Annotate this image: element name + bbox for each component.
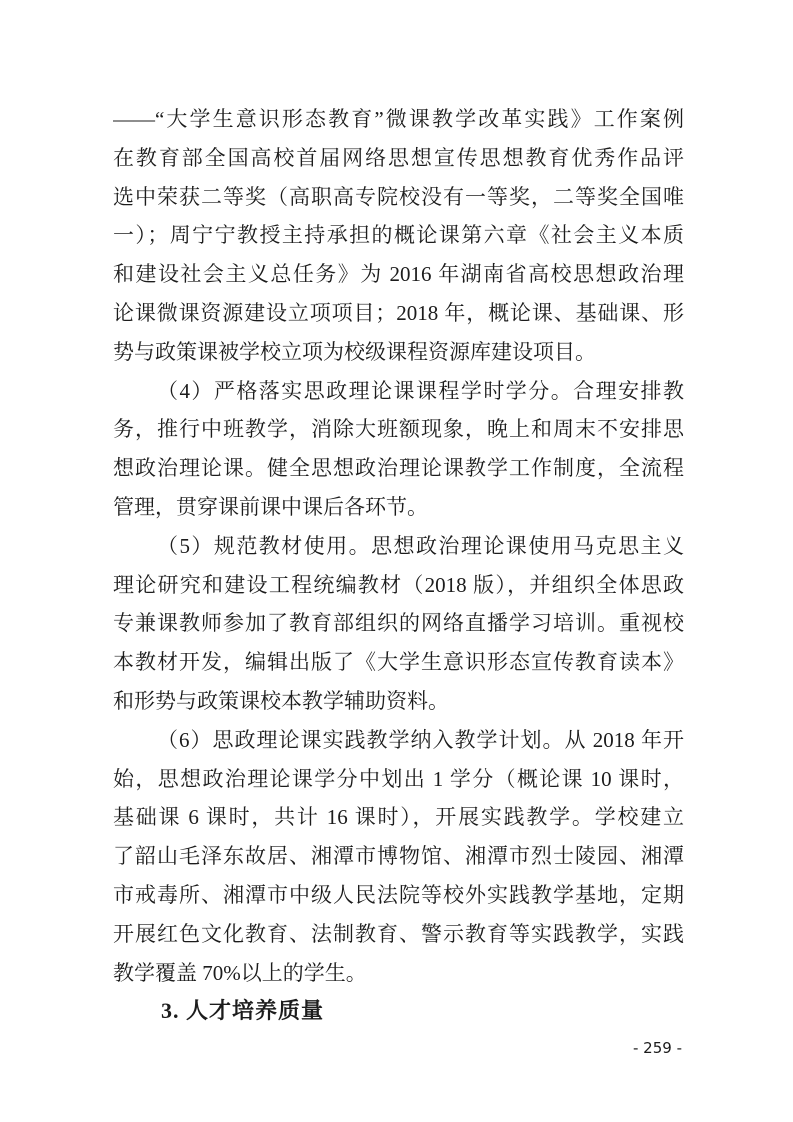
text-line: （5）规范教材使用。思想政治理论课使用马克思主义 (157, 533, 684, 558)
text-line: 专兼课教师参加了教育部组织的网络直播学习培训。重视校 (113, 611, 684, 636)
text-line: 本教材开发，编辑出版了《大学生意识形态宣传教育读本》 (113, 650, 684, 675)
text-line: （6）思政理论课实践教学纳入教学计划。从 2018 年开 (157, 727, 684, 752)
text-line: 市戒毒所、湘潭市中级人民法院等校外实践教学基地，定期 (113, 882, 684, 907)
text-line: 基础课 6 课时，共计 16 课时），开展实践教学。学校建立 (113, 805, 684, 830)
text-line: 管理，贯穿课前课中课后各环节。 (113, 494, 428, 519)
paragraph (113, 100, 684, 372)
paragraph (113, 721, 684, 993)
text-line: 选中荣获二等奖（高职高专院校没有一等奖，二等奖全国唯 (113, 184, 684, 209)
paragraph (113, 372, 684, 527)
text-line: 务，推行中班教学，消除大班额现象，晚上和周末不安排思 (113, 417, 684, 442)
paragraph (113, 527, 684, 721)
text-line: 理论研究和建设工程统编教材（2018 版），并组织全体思政 (113, 572, 684, 597)
text-line: 教学覆盖 70%以上的学生。 (113, 960, 367, 985)
text-line: 在教育部全国高校首届网络思想宣传思想教育优秀作品评 (113, 145, 684, 170)
text-line: 论课微课资源建设立项项目；2018 年，概论课、基础课、形 (113, 300, 684, 325)
text-line: 了韶山毛泽东故居、湘潭市博物馆、湘潭市烈士陵园、湘潭 (113, 844, 684, 869)
section-heading: 3. 人才培养质量 (161, 998, 325, 1024)
text-line: 势与政策课被学校立项为校级课程资源库建设项目。 (113, 339, 596, 364)
text-line: 始，思想政治理论课学分中划出 1 学分（概论课 10 课时， (113, 766, 684, 791)
text-line: 和形势与政策课校本教学辅助资料。 (113, 688, 449, 713)
document-body (113, 100, 684, 1031)
text-line: ——“大学生意识形态教育”微课教学改革实践》工作案例 (113, 107, 684, 131)
text-line: 一）；周宁宁教授主持承担的概论课第六章《社会主义本质 (113, 223, 684, 248)
text-line: 想政治理论课。健全思想政治理论课教学工作制度，全流程 (113, 456, 684, 481)
page-number: - 259 - (633, 1039, 682, 1057)
text-line: （4）严格落实思政理论课课程学时学分。合理安排教 (157, 378, 684, 403)
text-line: 开展红色文化教育、法制教育、警示教育等实践教学，实践 (113, 921, 684, 946)
text-line: 和建设社会主义总任务》为 2016 年湖南省高校思想政治理 (113, 262, 684, 287)
